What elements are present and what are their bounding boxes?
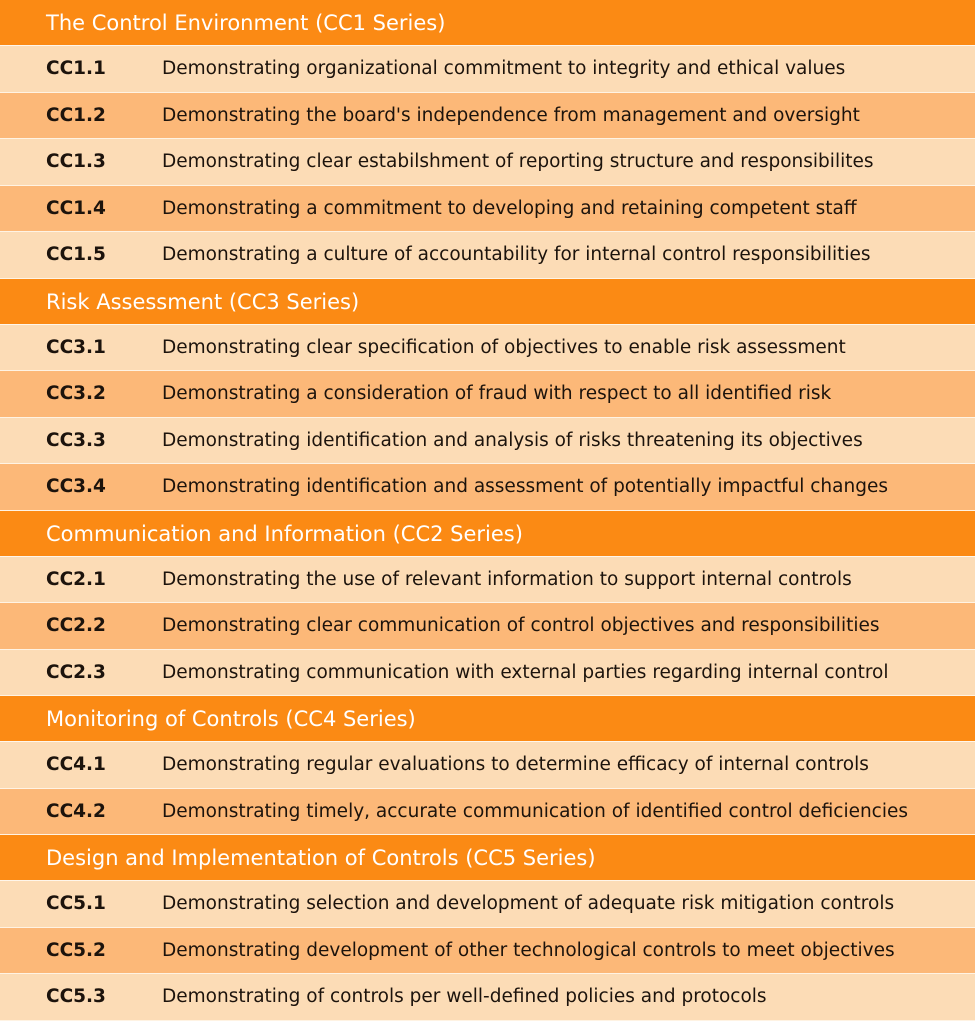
- row-description: Demonstrating regular evaluations to determine efficacy of internal controls: [162, 754, 869, 776]
- row-code: CC1.2: [46, 104, 106, 126]
- row-code: CC5.2: [46, 939, 106, 961]
- row-code: CC3.4: [46, 476, 106, 498]
- table-row: [0, 974, 975, 1021]
- row-description: Demonstrating development of other technological controls to meet objectives: [162, 939, 895, 961]
- table-row: [0, 557, 975, 604]
- row-code: CC1.5: [46, 244, 106, 266]
- section-header-cc3: Risk Assessment (CC3 Series): [0, 279, 975, 325]
- row-description: Demonstrating organizational commitment to integrity and ethical values: [162, 58, 846, 80]
- row-code: CC3.2: [46, 383, 106, 405]
- row-code: CC2.3: [46, 661, 106, 683]
- row-code: CC1.1: [46, 58, 106, 80]
- row-code: CC2.2: [46, 615, 106, 637]
- section-header-cc5: Design and Implementation of Controls (CC5 Series): [0, 835, 975, 881]
- section-header-cc2: Communication and Information (CC2 Series): [0, 511, 975, 557]
- table-row: [0, 186, 975, 233]
- table-row: [0, 603, 975, 650]
- row-description: Demonstrating a consideration of fraud with respect to all identified risk: [162, 383, 832, 405]
- row-code: CC1.3: [46, 151, 106, 173]
- table-row: [0, 325, 975, 372]
- table-row: [0, 464, 975, 511]
- row-code: CC3.3: [46, 429, 106, 451]
- row-description: Demonstrating identification and assessment of potentially impactful changes: [162, 476, 888, 498]
- row-description: Demonstrating clear specification of objectives to enable risk assessment: [162, 336, 846, 358]
- table-row: [0, 650, 975, 697]
- row-code: CC5.1: [46, 893, 106, 915]
- table-row: [0, 928, 975, 975]
- section-header-cc1: The Control Environment (CC1 Series): [0, 0, 975, 46]
- table-row: [0, 881, 975, 928]
- row-code: CC1.4: [46, 197, 106, 219]
- table-row: [0, 789, 975, 836]
- row-description: Demonstrating a commitment to developing and retaining competent staff: [162, 197, 857, 219]
- row-description: Demonstrating the board's independence from management and oversight: [162, 104, 860, 126]
- row-description: Demonstrating the use of relevant information to support internal controls: [162, 568, 852, 590]
- row-code: CC4.1: [46, 754, 106, 776]
- table-row: [0, 418, 975, 465]
- row-code: CC4.2: [46, 800, 106, 822]
- table-row: [0, 742, 975, 789]
- row-code: CC3.1: [46, 336, 106, 358]
- row-description: Demonstrating selection and development of adequate risk mitigation controls: [162, 893, 895, 915]
- table-row: [0, 139, 975, 186]
- row-description: Demonstrating of controls per well-defined policies and protocols: [162, 986, 767, 1008]
- row-code: CC2.1: [46, 568, 106, 590]
- row-description: Demonstrating clear estabilshment of reporting structure and responsibilites: [162, 151, 874, 173]
- section-header-cc4: Monitoring of Controls (CC4 Series): [0, 696, 975, 742]
- row-description: Demonstrating clear communication of control objectives and responsibilities: [162, 615, 880, 637]
- table-row: [0, 93, 975, 140]
- row-description: Demonstrating communication with external parties regarding internal control: [162, 661, 889, 683]
- row-description: Demonstrating a culture of accountability for internal control responsibilities: [162, 244, 871, 266]
- row-description: Demonstrating timely, accurate communication of identified control deficiencies: [162, 800, 909, 822]
- table-row: [0, 232, 975, 279]
- row-description: Demonstrating identification and analysis of risks threatening its objectives: [162, 429, 863, 451]
- row-code: CC5.3: [46, 986, 106, 1008]
- table-row: [0, 371, 975, 418]
- table-row: [0, 46, 975, 93]
